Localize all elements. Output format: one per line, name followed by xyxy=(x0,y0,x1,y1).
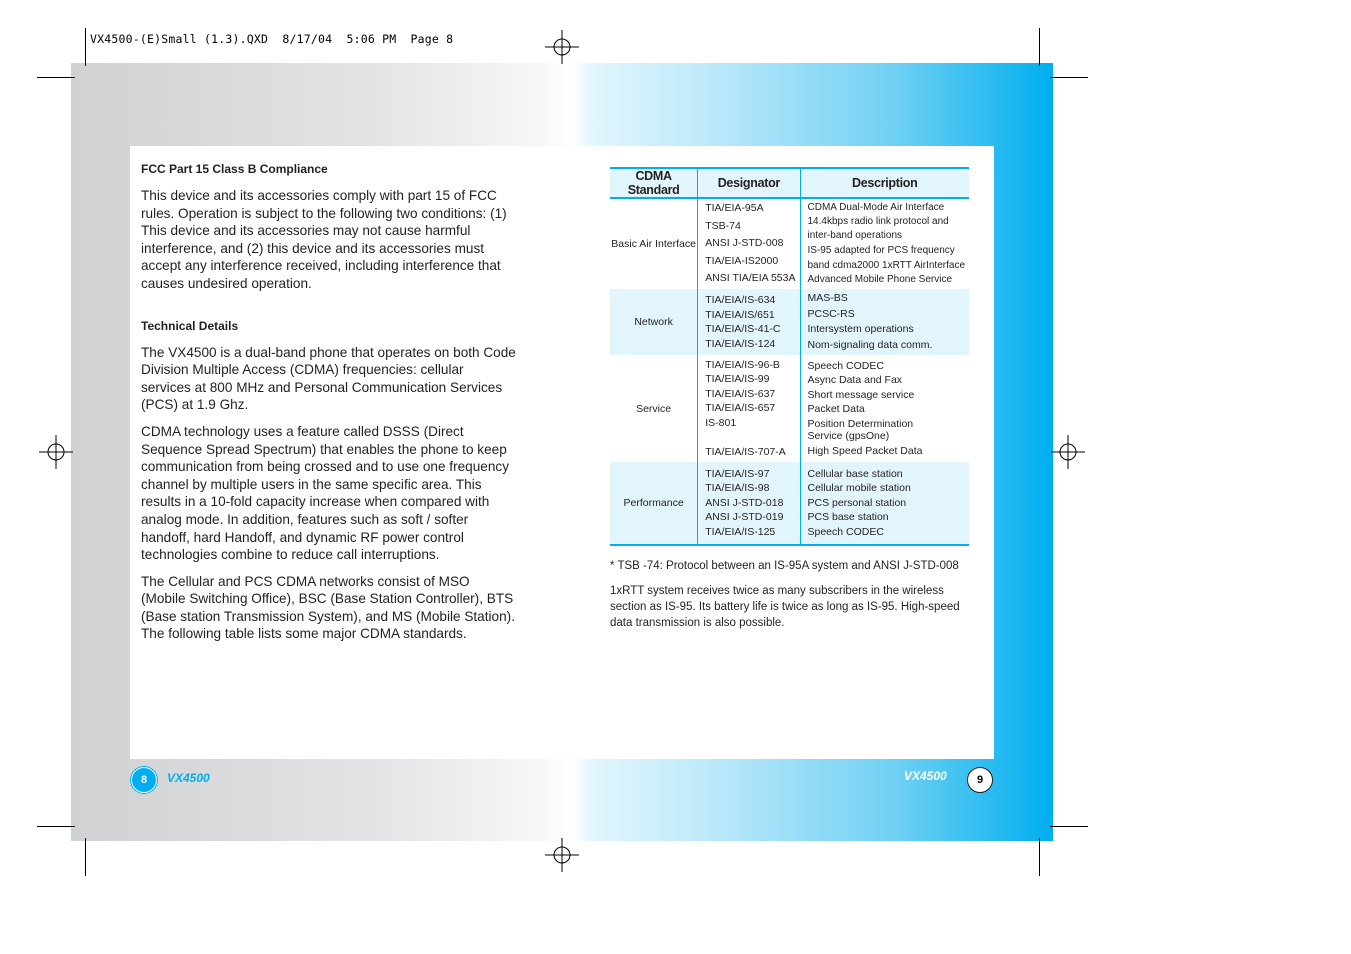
designator-cell xyxy=(698,198,800,289)
crop-mark xyxy=(1050,826,1088,827)
description-item: PCS personal station xyxy=(807,496,907,509)
description-item: band cdma2000 1xRTT AirInterface xyxy=(807,260,965,271)
description-item: Intersystem operations xyxy=(807,323,914,335)
description-item: PCS base station xyxy=(807,511,889,524)
description-cell xyxy=(800,462,969,545)
designator-cell xyxy=(698,355,800,462)
description-item: Advanced Mobile Phone Service xyxy=(807,274,953,285)
fcc-heading: FCC Part 15 Class B Compliance xyxy=(141,162,328,176)
designator-item: TIA/EIA/IS-98 xyxy=(705,482,770,495)
designator-item: TIA/EIA/IS/651 xyxy=(705,308,775,321)
table-footnote: * TSB -74: Protocol between an IS-95A system and ANSI J-STD-008 xyxy=(610,560,959,572)
designator-item: TIA/EIA/IS-96-B xyxy=(705,358,780,371)
designator-item: IS-801 xyxy=(705,416,737,429)
description-item: IS-95 adapted for PCS frequency xyxy=(807,245,955,256)
crop-mark xyxy=(1039,838,1040,876)
tech-paragraph-3: The Cellular and PCS CDMA networks consist of MSO (Mobile Switching Office), BSC (Base Station Controller), BTS (Base station Transmission System), and MS (Mobile Station). The following table lists some major CDMA standards. xyxy=(141,573,515,642)
designator-item: TIA/EIA-95A xyxy=(705,202,764,215)
table-header-row xyxy=(610,168,969,198)
left-page-number: 8 xyxy=(131,767,157,793)
description-item: High Speed Packet Data xyxy=(807,444,923,457)
designator-item: TIA/EIA/IS-99 xyxy=(705,373,770,386)
designator-item: TSB-74 xyxy=(705,219,741,232)
description-item: Nom-signaling data comm. xyxy=(807,338,933,351)
description-item: 14.4kbps radio link protocol and xyxy=(807,216,949,227)
left-footer-model: VX4500 xyxy=(167,771,210,785)
standard-cell: Service xyxy=(636,402,672,415)
table-row xyxy=(610,198,969,289)
table-row xyxy=(610,462,969,545)
crop-mark xyxy=(85,838,86,876)
registration-mark-icon xyxy=(545,30,579,64)
crop-mark xyxy=(1039,28,1040,66)
description-item: Service (gpsOne) xyxy=(807,430,890,442)
description-item: Packet Data xyxy=(807,403,865,415)
designator-item: TIA/EIA/IS-97 xyxy=(705,467,770,480)
crop-mark xyxy=(1050,77,1088,78)
fcc-paragraph: This device and its accessories comply with part 15 of FCC rules. Operation is subject to the following two conditions: (1) This device and its accessories may not cause harmful interference, and (2) this device and its accessories must accept any interference received, including interference that causes undesired operation. xyxy=(141,188,507,291)
standard-cell: Basic Air Interface xyxy=(611,238,696,250)
description-item: Cellular mobile station xyxy=(807,482,911,495)
column-header-description: Description xyxy=(800,168,969,198)
description-item: Speech CODEC xyxy=(807,525,884,538)
designator-item: ANSI J-STD-008 xyxy=(705,237,784,250)
right-footer-model: VX4500 xyxy=(904,769,947,783)
designator-item: ANSI J-STD-018 xyxy=(705,496,784,509)
registration-mark-icon xyxy=(39,435,73,469)
crop-mark xyxy=(85,28,86,66)
designator-cell xyxy=(698,462,800,545)
standard-cell: Performance xyxy=(610,462,698,545)
designator-item: TIA/EIA/IS-125 xyxy=(705,525,776,538)
registration-mark-icon xyxy=(545,838,579,872)
left-page-column xyxy=(141,162,516,652)
designator-item: TIA/EIA-IS2000 xyxy=(705,254,779,267)
cdma-standards-table xyxy=(610,167,969,546)
column-header-designator: Designator xyxy=(698,168,800,198)
description-item: Short message service xyxy=(807,388,915,401)
description-item: Async Data and Fax xyxy=(807,374,903,386)
designator-item: TIA/EIA/IS-124 xyxy=(705,337,776,350)
tech-paragraph-2: CDMA technology uses a feature called DSSS (Direct Sequence Spread Spectrum) that enables the phone to keep communication from being crossed and to use one frequency channel by multiple users in the same specific area. This results in a 10-fold capacity increase when compared with analog mode. In addition, features such as soft / softer handoff, hard Handoff, and dynamic RF power control technologies combine to reduce call interruptions. xyxy=(141,423,509,563)
rtt-note: 1xRTT system receives twice as many subscribers in the wireless section as IS-95. Its battery life is twice as long as IS-95. High-speed data transmission is also possible. xyxy=(610,585,960,629)
designator-item: TIA/EIA/IS-657 xyxy=(705,402,776,415)
print-slug: VX4500-(E)Small (1.3).QXD 8/17/04 5:06 PM Page 8 xyxy=(90,32,454,46)
designator-item: TIA/EIA/IS-637 xyxy=(705,387,776,400)
description-item: Speech CODEC xyxy=(807,359,884,372)
designator-item: TIA/EIA/IS-634 xyxy=(705,294,776,306)
right-page-number: 9 xyxy=(967,767,993,793)
designator-item: TIA/EIA/IS-41-C xyxy=(705,323,781,335)
description-item: MAS-BS xyxy=(807,292,848,304)
registration-mark-icon xyxy=(1051,435,1085,469)
description-item: CDMA Dual-Mode Air Interface xyxy=(807,202,945,213)
column-header-standard: CDMA Standard xyxy=(610,168,698,198)
designator-item: ANSI TIA/EIA 553A xyxy=(705,272,796,285)
designator-item: ANSI J-STD-019 xyxy=(705,511,784,524)
description-item: PCSC-RS xyxy=(807,307,855,320)
description-cell xyxy=(800,289,969,355)
crop-mark xyxy=(37,77,75,78)
description-cell xyxy=(800,198,969,289)
designator-cell xyxy=(698,289,800,355)
description-item: Cellular base station xyxy=(807,467,903,480)
description-item: Position Determination xyxy=(807,417,914,430)
table-row xyxy=(610,355,969,462)
description-item: inter-band operations xyxy=(807,230,903,241)
designator-item: TIA/EIA/IS-707-A xyxy=(705,445,786,458)
standard-cell: Network xyxy=(610,289,698,355)
technical-details-heading: Technical Details xyxy=(141,318,239,333)
table-row xyxy=(610,289,969,355)
description-cell xyxy=(800,355,969,462)
tech-paragraph-1: The VX4500 is a dual-band phone that operates on both Code Division Multiple Access (CDMA) frequencies: cellular services at 800 MHz and Personal Communication Services (PCS) at 1.9 Ghz. xyxy=(141,344,516,413)
crop-mark xyxy=(37,826,75,827)
